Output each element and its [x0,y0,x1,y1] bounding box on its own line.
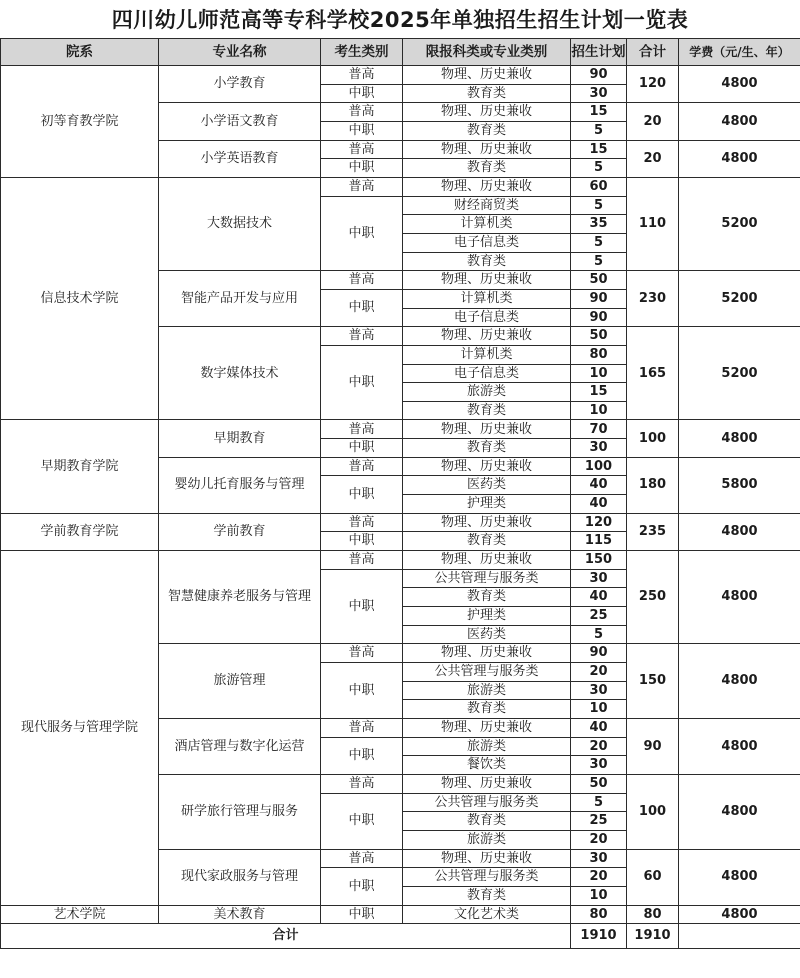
major-total: 150 [627,644,679,719]
subject-limit: 物理、历史兼收 [403,551,571,570]
department-name: 早期教育学院 [1,420,159,513]
table-row [1,177,800,196]
plan-count: 100 [571,457,627,476]
plan-count: 40 [571,495,627,514]
enrollment-plan-table [0,38,800,949]
subject-limit: 教育类 [403,84,571,103]
subject-limit: 公共管理与服务类 [403,569,571,588]
major-name: 早期教育 [159,420,321,457]
plan-count: 90 [571,289,627,308]
header-plan: 招生计划 [571,39,627,66]
subject-limit: 物理、历史兼收 [403,644,571,663]
table-row [1,66,800,85]
subject-limit: 教育类 [403,121,571,140]
plan-count: 50 [571,271,627,290]
tuition-fee: 4800 [679,644,800,719]
plan-count: 30 [571,84,627,103]
candidate-type: 中职 [321,793,403,849]
tuition-fee: 5200 [679,271,800,327]
subject-limit: 物理、历史兼收 [403,66,571,85]
major-total: 230 [627,271,679,327]
major-name: 旅游管理 [159,644,321,719]
plan-count: 25 [571,607,627,626]
plan-count: 15 [571,140,627,159]
candidate-type: 中职 [321,905,403,924]
candidate-type: 中职 [321,196,403,271]
major-name: 小学英语教育 [159,140,321,177]
major-name: 数字媒体技术 [159,327,321,420]
major-total: 60 [627,849,679,905]
candidate-type: 中职 [321,569,403,644]
plan-count: 40 [571,476,627,495]
candidate-type: 普高 [321,327,403,346]
subject-limit: 电子信息类 [403,308,571,327]
subject-limit: 旅游类 [403,830,571,849]
subject-limit: 教育类 [403,532,571,551]
candidate-type: 普高 [321,774,403,793]
plan-count: 5 [571,625,627,644]
major-name: 研学旅行管理与服务 [159,774,321,849]
major-name: 智慧健康养老服务与管理 [159,551,321,644]
major-name: 大数据技术 [159,177,321,270]
plan-count: 10 [571,364,627,383]
major-total: 100 [627,420,679,457]
plan-count: 30 [571,849,627,868]
department-name: 艺术学院 [1,905,159,924]
candidate-type: 普高 [321,513,403,532]
candidate-type: 普高 [321,271,403,290]
subject-limit: 计算机类 [403,289,571,308]
major-total: 110 [627,177,679,270]
subject-limit: 医药类 [403,476,571,495]
candidate-type: 中职 [321,737,403,774]
candidate-type: 中职 [321,121,403,140]
plan-count: 10 [571,886,627,905]
subject-limit: 电子信息类 [403,233,571,252]
table-header-row [1,39,800,66]
plan-count: 20 [571,663,627,682]
subject-limit: 物理、历史兼收 [403,420,571,439]
plan-count: 5 [571,233,627,252]
major-total: 20 [627,103,679,140]
plan-count: 15 [571,383,627,402]
subject-limit: 旅游类 [403,737,571,756]
department-name: 现代服务与管理学院 [1,551,159,905]
subject-limit: 教育类 [403,401,571,420]
grand-total-fee-blank [679,924,800,949]
tuition-fee: 4800 [679,420,800,457]
plan-count: 150 [571,551,627,570]
candidate-type: 中职 [321,289,403,326]
page-title: 四川幼儿师范高等专科学校2025年单独招生招生计划一览表 [111,8,689,32]
subject-limit: 物理、历史兼收 [403,849,571,868]
tuition-fee: 4800 [679,718,800,774]
plan-count: 80 [571,345,627,364]
table-row [1,905,800,924]
candidate-type: 普高 [321,140,403,159]
header-subject-limit: 限报科类或专业类别 [403,39,571,66]
plan-count: 50 [571,774,627,793]
candidate-type: 中职 [321,532,403,551]
plan-count: 30 [571,569,627,588]
department-name: 初等育教学院 [1,66,159,178]
subject-limit: 物理、历史兼收 [403,177,571,196]
header-total: 合计 [627,39,679,66]
tuition-fee: 4800 [679,513,800,550]
candidate-type: 中职 [321,868,403,905]
plan-count: 30 [571,681,627,700]
subject-limit: 旅游类 [403,681,571,700]
major-total: 165 [627,327,679,420]
plan-count: 115 [571,532,627,551]
plan-count: 60 [571,177,627,196]
candidate-type: 中职 [321,84,403,103]
tuition-fee: 4800 [679,66,800,103]
tuition-fee: 4800 [679,551,800,644]
plan-count: 50 [571,327,627,346]
major-total: 180 [627,457,679,513]
header-tuition: 学费（元/生、年） [679,39,800,66]
subject-limit: 教育类 [403,886,571,905]
plan-count: 35 [571,215,627,234]
plan-count: 90 [571,308,627,327]
plan-count: 20 [571,868,627,887]
candidate-type: 普高 [321,177,403,196]
subject-limit: 物理、历史兼收 [403,457,571,476]
department-name: 信息技术学院 [1,177,159,420]
subject-limit: 物理、历史兼收 [403,271,571,290]
major-total: 80 [627,905,679,924]
plan-count: 5 [571,159,627,178]
table-row [1,420,800,439]
subject-limit: 文化艺术类 [403,905,571,924]
candidate-type: 普高 [321,420,403,439]
major-name: 学前教育 [159,513,321,550]
candidate-type: 普高 [321,718,403,737]
tuition-fee: 5200 [679,327,800,420]
candidate-type: 中职 [321,439,403,458]
major-total: 235 [627,513,679,550]
department-name: 学前教育学院 [1,513,159,550]
subject-limit: 教育类 [403,252,571,271]
subject-limit: 教育类 [403,700,571,719]
candidate-type: 普高 [321,551,403,570]
plan-count: 5 [571,121,627,140]
subject-limit: 物理、历史兼收 [403,327,571,346]
plan-count: 90 [571,66,627,85]
subject-limit: 教育类 [403,159,571,178]
subject-limit: 餐饮类 [403,756,571,775]
plan-count: 40 [571,718,627,737]
subject-limit: 物理、历史兼收 [403,513,571,532]
candidate-type: 中职 [321,663,403,719]
subject-limit: 物理、历史兼收 [403,774,571,793]
candidate-type: 中职 [321,476,403,513]
grand-total-plan: 1910 [571,924,627,949]
tuition-fee: 5200 [679,177,800,270]
major-total: 120 [627,66,679,103]
major-name: 智能产品开发与应用 [159,271,321,327]
subject-limit: 公共管理与服务类 [403,793,571,812]
header-department: 院系 [1,39,159,66]
subject-limit: 物理、历史兼收 [403,718,571,737]
plan-count: 80 [571,905,627,924]
major-name: 婴幼儿托育服务与管理 [159,457,321,513]
grand-total-label: 合计 [1,924,571,949]
subject-limit: 教育类 [403,439,571,458]
plan-count: 5 [571,196,627,215]
major-name: 小学教育 [159,66,321,103]
tuition-fee: 4800 [679,849,800,905]
subject-limit: 教育类 [403,812,571,831]
subject-limit: 物理、历史兼收 [403,140,571,159]
table-row [1,513,800,532]
candidate-type: 中职 [321,159,403,178]
subject-limit: 计算机类 [403,345,571,364]
plan-count: 120 [571,513,627,532]
plan-count: 10 [571,401,627,420]
plan-count: 5 [571,793,627,812]
major-name: 酒店管理与数字化运营 [159,718,321,774]
tuition-fee: 4800 [679,103,800,140]
header-major: 专业名称 [159,39,321,66]
subject-limit: 公共管理与服务类 [403,868,571,887]
plan-count: 25 [571,812,627,831]
subject-limit: 物理、历史兼收 [403,103,571,122]
tuition-fee: 4800 [679,774,800,849]
subject-limit: 电子信息类 [403,364,571,383]
plan-count: 30 [571,756,627,775]
plan-count: 90 [571,644,627,663]
tuition-fee: 4800 [679,905,800,924]
table-row [1,551,800,570]
subject-limit: 护理类 [403,607,571,626]
subject-limit: 旅游类 [403,383,571,402]
candidate-type: 普高 [321,66,403,85]
subject-limit: 公共管理与服务类 [403,663,571,682]
candidate-type: 普高 [321,457,403,476]
grand-total-row [1,924,800,949]
subject-limit: 医药类 [403,625,571,644]
plan-count: 30 [571,439,627,458]
subject-limit: 教育类 [403,588,571,607]
major-name: 现代家政服务与管理 [159,849,321,905]
subject-limit: 计算机类 [403,215,571,234]
plan-count: 20 [571,830,627,849]
plan-count: 15 [571,103,627,122]
plan-count: 5 [571,252,627,271]
subject-limit: 财经商贸类 [403,196,571,215]
subject-limit: 护理类 [403,495,571,514]
plan-count: 40 [571,588,627,607]
major-total: 90 [627,718,679,774]
plan-count: 20 [571,737,627,756]
candidate-type: 普高 [321,644,403,663]
major-name: 美术教育 [159,905,321,924]
major-total: 20 [627,140,679,177]
major-total: 250 [627,551,679,644]
header-candidate-type: 考生类别 [321,39,403,66]
major-name: 小学语文教育 [159,103,321,140]
grand-total-sum: 1910 [627,924,679,949]
plan-count: 70 [571,420,627,439]
major-total: 100 [627,774,679,849]
tuition-fee: 5800 [679,457,800,513]
candidate-type: 普高 [321,103,403,122]
plan-count: 10 [571,700,627,719]
candidate-type: 普高 [321,849,403,868]
candidate-type: 中职 [321,345,403,420]
tuition-fee: 4800 [679,140,800,177]
